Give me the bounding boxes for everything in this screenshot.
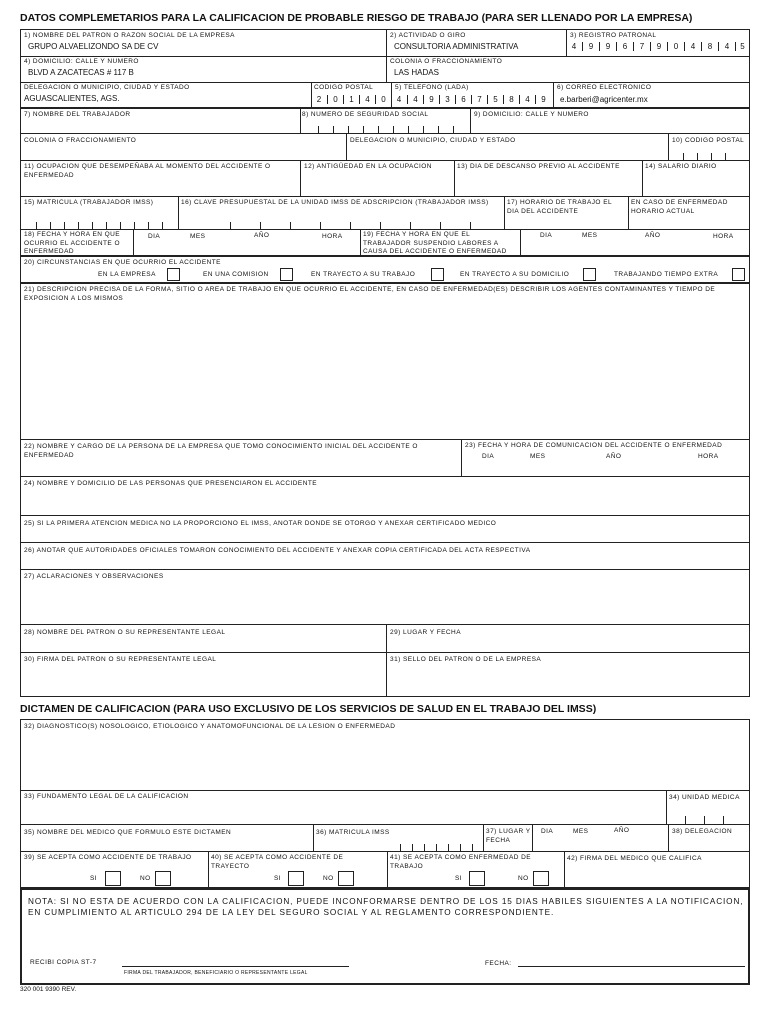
postal-digit: 0 xyxy=(375,95,391,104)
address-label: 4) DOMICILIO: CALLE Y NUMERO xyxy=(24,58,139,65)
activity-label: 2) ACTIVIDAD O GIRO xyxy=(390,32,466,39)
dictamen-title: DICTAMEN DE CALIFICACION (PARA USO EXCLUSIVO DE LOS SERVICIOS DE SALUD EN EL TRABAJO DEL IMSS) xyxy=(20,703,597,715)
postal-digit: 4 xyxy=(359,95,375,104)
received-copy-label: RECIBI COPIA ST-7 xyxy=(30,959,97,966)
observations-label: 27) ACLARACIONES Y OBSERVACIONES xyxy=(24,573,164,580)
registry-digits[interactable] xyxy=(566,42,749,51)
note-date-line[interactable] xyxy=(518,966,745,967)
option-comision-checkbox[interactable] xyxy=(280,268,293,281)
nss-label: 8) NUMERO DE SEGURIDAD SOCIAL xyxy=(302,111,429,118)
delegation-label: 38) DELEGACION xyxy=(672,828,733,835)
option-trayecto-domicilio-checkbox[interactable] xyxy=(583,268,596,281)
rest-day-label: 13) DIA DE DESCANSO PREVIO AL ACCIDENTE xyxy=(457,163,620,170)
dictamen-ano-label: AÑO xyxy=(614,827,630,834)
stop-dia-label: DIA xyxy=(540,232,553,239)
worker-address-label: 9) DOMICILIO: CALLE Y NUMERO xyxy=(474,111,589,118)
phone-digit: 8 xyxy=(503,95,519,104)
communication-datetime-label: 23) FECHA Y HORA DE COMUNICACION DEL ACCIDENTE O ENFERMEDAD xyxy=(465,442,723,449)
worker-delegacion-label: DELEGACION O MUNICIPIO, CIUDAD Y ESTADO xyxy=(350,137,516,144)
worker-colonia-label: COLONIA O FRACCIONAMIENTO xyxy=(24,137,137,144)
colonia-label: COLONIA O FRACCIONAMIENTO xyxy=(390,58,503,65)
accept-work-accident-no-label: NO xyxy=(140,875,151,882)
registry-digit: 9 xyxy=(599,42,616,51)
option-tiempo-extra-checkbox[interactable] xyxy=(732,268,745,281)
unit-key-label: 16) CLAVE PRESUPUESTAL DE LA UNIDAD IMSS DE ADSCRIPCION (TRABAJADOR IMSS) xyxy=(181,199,489,206)
date-dia-label: DIA xyxy=(148,233,161,240)
accept-disease-label: 41) SE ACEPTA COMO ENFERMEDAD DE TRABAJO xyxy=(390,854,532,870)
delegacion-label: DELEGACION O MUNICIPIO, CIUDAD Y ESTADO xyxy=(24,84,190,91)
schedule-label: 17) HORARIO DE TRABAJO EL DIA DEL ACCIDENTE xyxy=(507,199,612,215)
form-code: 320 001 9390 REV. xyxy=(20,986,77,993)
registry-digit: 4 xyxy=(718,42,735,51)
delegacion-value[interactable]: AGUASCALIENTES, AGS. xyxy=(24,94,120,103)
phone-digit: 9 xyxy=(535,95,551,104)
diagnosis-label: 32) DIAGNOSTICO(S) NOSOLOGICO, ETIOLOGICO Y ANATOMOFUNCIONAL DE LA LESION O ENFERMEDAD xyxy=(24,723,396,730)
employer-name-label: 1) NOMBRE DEL PATRON O RAZON SOCIAL DE LA EMPRESA xyxy=(24,32,235,39)
accept-work-accident-label: 39) SE ACEPTA COMO ACCIDENTE DE TRABAJO xyxy=(24,854,192,861)
accept-disease-si-label: SI xyxy=(455,875,463,882)
doctor-signature-label: 42) FIRMA DEL MEDICO QUE CALIFICA xyxy=(567,855,702,862)
registry-digit: 7 xyxy=(633,42,650,51)
dictamen-dia-label: DIA xyxy=(541,828,554,835)
phone-digit: 4 xyxy=(407,95,423,104)
option-tiempo-extra-label: TRABAJANDO TIEMPO EXTRA xyxy=(614,271,719,278)
accept-disease-no-label: NO xyxy=(518,875,529,882)
occupation-label: 11) OCUPACION QUE DESEMPEÑABA AL MOMENTO DEL ACCIDENTE O ENFERMEDAD xyxy=(24,163,271,179)
option-empresa-checkbox[interactable] xyxy=(167,268,180,281)
registry-digit: 6 xyxy=(616,42,633,51)
seniority-label: 12) ANTIGÜEDAD EN LA OCUPACION xyxy=(304,163,432,170)
place-date-label: 29) LUGAR Y FECHA xyxy=(390,629,461,636)
phone-digits[interactable] xyxy=(391,95,551,104)
employer-signature-label: 30) FIRMA DEL PATRON O SU REPRESENTANTE LEGAL xyxy=(24,656,217,663)
accept-commute-si-label: SI xyxy=(274,875,282,882)
date-hora-label: HORA xyxy=(322,233,343,240)
stop-ano-label: AÑO xyxy=(645,232,661,239)
daily-salary-label: 14) SALARIO DIARIO xyxy=(645,163,717,170)
option-trayecto-trabajo-label: EN TRAYECTO A SU TRABAJO xyxy=(311,271,416,278)
accept-disease-si-checkbox[interactable] xyxy=(469,871,485,886)
legal-basis-label: 33) FUNDAMENTO LEGAL DE LA CALIFICACION xyxy=(24,793,189,800)
dictamen-place-date-label: 37) LUGAR Y FECHA xyxy=(486,828,531,844)
worker-name-label: 7) NOMBRE DEL TRABAJADOR xyxy=(24,111,131,118)
stop-datetime-label: 19) FECHA Y HORA EN QUE EL TRABAJADOR SUSPENDIO LABORES A CAUSA DEL ACCIDENTE O ENFERMEDAD xyxy=(363,231,507,255)
registry-digit: 8 xyxy=(701,42,718,51)
phone-digit: 4 xyxy=(396,95,402,104)
comm-hora-label: HORA xyxy=(698,453,719,460)
comm-mes-label: MES xyxy=(530,453,546,460)
phone-digit: 9 xyxy=(423,95,439,104)
note-date-label: FECHA: xyxy=(485,960,512,967)
option-trayecto-domicilio-label: EN TRAYECTO A SU DOMICILIO xyxy=(460,271,570,278)
option-empresa-label: EN LA EMPRESA xyxy=(98,271,156,278)
email-value[interactable]: e.barberi@agricenter.mx xyxy=(560,95,648,104)
accept-work-accident-si-label: SI xyxy=(90,875,98,882)
postal-code-label: CODIGO POSTAL xyxy=(314,84,374,91)
option-trayecto-trabajo-checkbox[interactable] xyxy=(431,268,444,281)
phone-digit: 4 xyxy=(519,95,535,104)
company-seal-label: 31) SELLO DEL PATRON O DE LA EMPRESA xyxy=(390,656,542,663)
phone-digit: 5 xyxy=(487,95,503,104)
witnesses-label: 24) NOMBRE Y DOMICILIO DE LAS PERSONAS QUE PRESENCIARON EL ACCIDENTE xyxy=(24,480,318,487)
accept-commute-no-checkbox[interactable] xyxy=(338,871,354,886)
medical-unit-label: 34) UNIDAD MEDICA xyxy=(669,794,740,801)
description-label: 21) DESCRIPCION PRECISA DE LA FORMA, SITIO O AREA DE TRABAJO EN QUE OCURRIO EL ACCIDENTE, EN CASO DE ENFERMEDAD(ES) DESCRIBIR LOS AGENTES CONTAMINANTES Y TIEMPO DE EXPOSICION A LOS MISMOS xyxy=(24,286,716,302)
email-label: 6) CORREO ELECTRONICO xyxy=(557,84,652,91)
phone-digit: 6 xyxy=(455,95,471,104)
stop-mes-label: MES xyxy=(582,232,598,239)
schedule-disease-label: EN CASO DE ENFERMEDAD HORARIO ACTUAL xyxy=(631,199,728,215)
registry-digit: 0 xyxy=(667,42,684,51)
phone-digit: 3 xyxy=(439,95,455,104)
option-comision-label: EN UNA COMISION xyxy=(203,271,269,278)
registry-digit: 5 xyxy=(735,42,749,51)
postal-digit: 1 xyxy=(343,95,359,104)
accept-commute-si-checkbox[interactable] xyxy=(288,871,304,886)
date-ano-label: AÑO xyxy=(254,232,270,239)
worker-cp-label: 10) CODIGO POSTAL xyxy=(672,137,745,144)
matricula-label: 15) MATRICULA (TRABAJADOR IMSS) xyxy=(24,199,154,206)
phone-label: 5) TELEFONO (LADA) xyxy=(395,84,469,91)
accept-work-accident-si-checkbox[interactable] xyxy=(105,871,121,886)
activity-value[interactable]: CONSULTORIA ADMINISTRATIVA xyxy=(394,42,519,51)
doctor-matricula-label: 36) MATRICULA IMSS xyxy=(316,829,390,836)
accept-work-accident-no-checkbox[interactable] xyxy=(155,871,171,886)
postal-digit: 2 xyxy=(316,95,322,104)
registry-label: 3) REGISTRO PATRONAL xyxy=(570,32,657,39)
dictamen-mes-label: MES xyxy=(573,828,589,835)
colonia-value[interactable]: LAS HADAS xyxy=(394,68,439,77)
employer-name-value[interactable]: GRUPO ALVAELIZONDO SA DE CV xyxy=(28,42,159,51)
stop-hora-label: HORA xyxy=(713,233,734,240)
informed-person-label: 22) NOMBRE Y CARGO DE LA PERSONA DE LA EMPRESA QUE TOMO CONOCIMIENTO INICIAL DEL ACCIDENTE O ENFERMEDAD xyxy=(24,443,418,459)
address-value[interactable]: BLVD A ZACATECAS # 117 B xyxy=(28,68,134,77)
comm-dia-label: DIA xyxy=(482,453,495,460)
authorities-label: 26) ANOTAR QUE AUTORIDADES OFICIALES TOMARON CONOCIMIENTO DEL ACCIDENTE Y ANEXAR COPIA CERTIFICADA DEL ACTA RESPECTIVA xyxy=(24,547,531,554)
registry-digit: 4 xyxy=(684,42,701,51)
registry-digit: 9 xyxy=(582,42,599,51)
accept-disease-no-checkbox[interactable] xyxy=(533,871,549,886)
registry-digit: 9 xyxy=(650,42,667,51)
postal-code-digits[interactable] xyxy=(311,95,391,104)
note-text: NOTA: SI NO ESTA DE ACUERDO CON LA CALIFICACION, PUEDE INCONFORMARSE DENTRO DE LOS 15 DIAS HABILES SIGUIENTES A LA NOTIFICACION, EN CUMPLIMIENTO AL ARTICULO 294 DE LA LEY DEL SEGURO SOCIAL Y AL REGLAMENTO CORRESPONDIENTE. xyxy=(28,897,744,917)
doctor-name-label: 35) NOMBRE DEL MEDICO QUE FORMULO ESTE DICTAMEN xyxy=(24,829,232,836)
accept-commute-label: 40) SE ACEPTA COMO ACCIDENTE DE TRAYECTO xyxy=(211,854,344,870)
date-mes-label: MES xyxy=(190,233,206,240)
accident-datetime-label: 18) FECHA Y HORA EN QUE OCURRIO EL ACCIDENTE O ENFERMEDAD xyxy=(24,231,121,255)
circumstances-label: 20) CIRCUNSTANCIAS EN QUE OCURRIO EL ACCIDENTE xyxy=(24,259,221,266)
first-attention-label: 25) SI LA PRIMERA ATENCION MEDICA NO LA PROPORCIONO EL IMSS, ANOTAR DONDE SE OTORGO Y ANEXAR CERTIFICADO MEDICO xyxy=(24,520,497,527)
phone-digit: 7 xyxy=(471,95,487,104)
employer-rep-name-label: 28) NOMBRE DEL PATRON O SU REPRESENTANTE LEGAL xyxy=(24,629,226,636)
accept-commute-no-label: NO xyxy=(323,875,334,882)
comm-ano-label: AÑO xyxy=(606,453,622,460)
registry-digit: 4 xyxy=(571,42,577,51)
worker-signature-caption: FIRMA DEL TRABAJADOR, BENEFICIARIO O REPRESENTANTE LEGAL xyxy=(124,970,308,976)
worker-signature-line[interactable] xyxy=(122,966,349,967)
postal-digit: 0 xyxy=(327,95,343,104)
form-title: DATOS COMPLEMETARIOS PARA LA CALIFICACION DE PROBABLE RIESGO DE TRABAJO (PARA SER LLENADO POR LA EMPRESA) xyxy=(20,12,693,24)
